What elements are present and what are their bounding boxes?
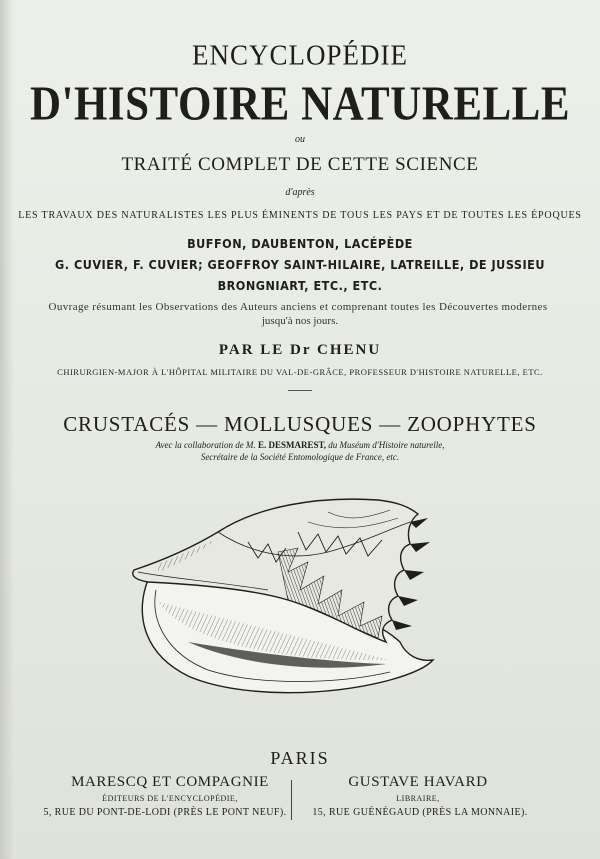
summary-line-1: Ouvrage résumant les Observations des Auteurs anciens et comprenant toutes les Découvertes modernes: [48, 301, 548, 313]
authors-line-2: G. CUVIER, F. CUVIER; GEOFFROY SAINT-HILAIRE, LATREILLE, DE JUSSIEU: [55, 257, 545, 272]
publisher-left-address: 5, RUE DU PONT-DE-LODI (PRÈS LE PONT NEUF).: [43, 807, 287, 818]
title-line-1: ENCYCLOPÉDIE: [192, 39, 408, 71]
subtitle: TRAITÉ COMPLET DE CETTE SCIENCE: [121, 154, 479, 175]
collaboration-line-2: Secrétaire de la Société Entomologique de France, etc.: [200, 452, 400, 462]
collab-name: E. DESMAREST,: [257, 440, 327, 450]
works-line: LES TRAVAUX DES NATURALISTES LES PLUS ÉMINENTS DE TOUS LES PAYS ET DE TOUTES LES ÉPOQUES: [18, 210, 582, 221]
title-line-2: D'HISTOIRE NATURELLE: [29, 78, 571, 131]
publisher-right-name: GUSTAVE HAVARD: [348, 774, 488, 790]
collab-prefix: Avec la collaboration de M.: [155, 440, 256, 450]
publisher-right-role: LIBRAIRE,: [396, 794, 440, 803]
dapres: d'après: [285, 187, 315, 198]
imprint-separator: [291, 780, 292, 820]
imprint-city: PARIS: [270, 748, 330, 768]
title-ou: ou: [295, 134, 305, 145]
publisher-right-address: 15, RUE GUÉNÉGAUD (PRÈS LA MONNAIE).: [312, 807, 528, 818]
summary-line-2: jusqu'à nos jours.: [261, 315, 339, 327]
publisher-left-name: MARESCQ ET COMPAGNIE: [71, 774, 269, 790]
authors-line-1: BUFFON, DAUBENTON, LACÉPÈDE: [187, 236, 413, 251]
volume-title: CRUSTACÉS — MOLLUSQUES — ZOOPHYTES: [63, 412, 537, 436]
collab-suffix: du Muséum d'Histoire naturelle,: [328, 440, 445, 450]
authors-line-3: BRONGNIART, ETC., ETC.: [217, 278, 383, 293]
volute-shell-icon: [128, 492, 440, 704]
author-role: CHIRURGIEN-MAJOR À L'HÔPITAL MILITAIRE DU VAL-DE-GRÂCE, PROFESSEUR D'HISTOIRE NATURELLE, ETC.: [57, 367, 543, 377]
divider: [288, 390, 312, 391]
publisher-left-role: ÉDITEURS DE L'ENCYCLOPÉDIE,: [102, 794, 238, 803]
author-name: PAR LE Dr CHENU: [218, 342, 382, 358]
collaboration-line-1: [0, 440, 600, 450]
